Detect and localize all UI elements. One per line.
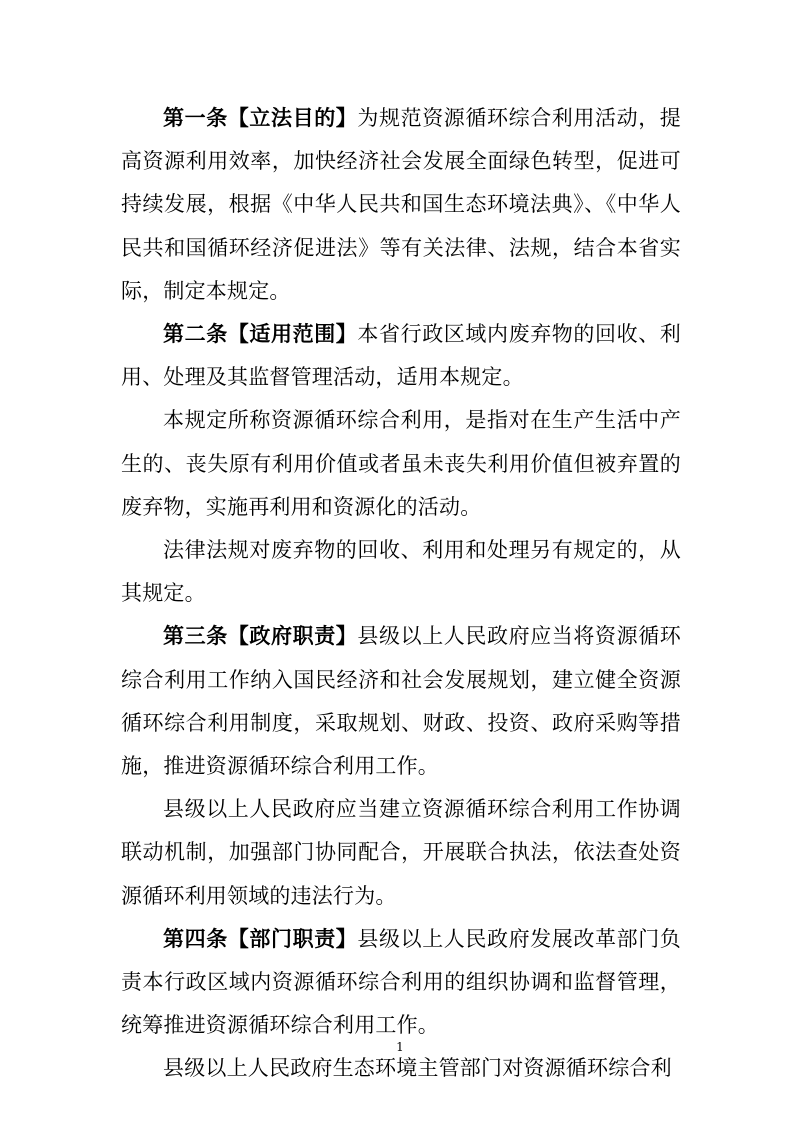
article-3-paragraph — [121, 615, 681, 788]
article-3-heading: 第三条【政府职责】 — [163, 624, 358, 649]
article-1-heading: 第一条【立法目的】 — [163, 106, 358, 130]
article-4-text: 县级以上人民政府发展改革部门负责本行政区域内资源循环综合利用的组织协调和监督管理，统筹推进资源循环综合利用工作。 — [121, 926, 681, 1038]
article-4-paragraph — [121, 918, 681, 1048]
article-1-paragraph — [121, 97, 681, 313]
article-2-clause-2-text: 本规定所称资源循环综合利用，是指对在生产生活中产生的、丧失原有利用价值或者虽未丧失利用价值但被弃置的废弃物，实施再利用和资源化的活动。 — [121, 408, 681, 519]
article-4-heading: 第四条【部门职责】 — [163, 926, 358, 951]
article-2-clause-3 — [121, 529, 681, 615]
article-2-paragraph — [121, 313, 681, 399]
article-2-text: 本省行政区域内废弃物的回收、利用、处理及其监督管理活动，适用本规定。 — [121, 322, 681, 390]
article-3-text: 县级以上人民政府应当将资源循环综合利用工作纳入国民经济和社会发展规划，建立健全资源循环综合利用制度，采取规划、财政、投资、政府采购等措施，推进资源循环综合利用工作。 — [121, 624, 681, 779]
article-3-clause-2 — [121, 788, 681, 918]
article-2-clause-3-text: 法律法规对废弃物的回收、利用和处理另有规定的，从其规定。 — [121, 538, 681, 606]
document-body — [121, 97, 681, 1091]
article-1-text: 为规范资源循环综合利用活动，提高资源利用效率，加快经济社会发展全面绿色转型，促进可持续发展，根据《中华人民共和国生态环境法典》、《中华人民共和国循环经济促进法》等有关法律、法规，结合本省实际，制定本规定。 — [121, 106, 681, 303]
page-number: 1 — [396, 1040, 404, 1054]
article-2-clause-2 — [121, 399, 681, 529]
article-4-clause-2-text: 县级以上人民政府生态环境主管部门对资源循环综合利 — [163, 1056, 672, 1081]
article-3-clause-2-text: 县级以上人民政府应当建立资源循环综合利用工作协调联动机制，加强部门协同配合，开展联合执法，依法查处资源循环利用领域的违法行为。 — [121, 797, 681, 908]
article-2-heading: 第二条【适用范围】 — [163, 322, 358, 347]
